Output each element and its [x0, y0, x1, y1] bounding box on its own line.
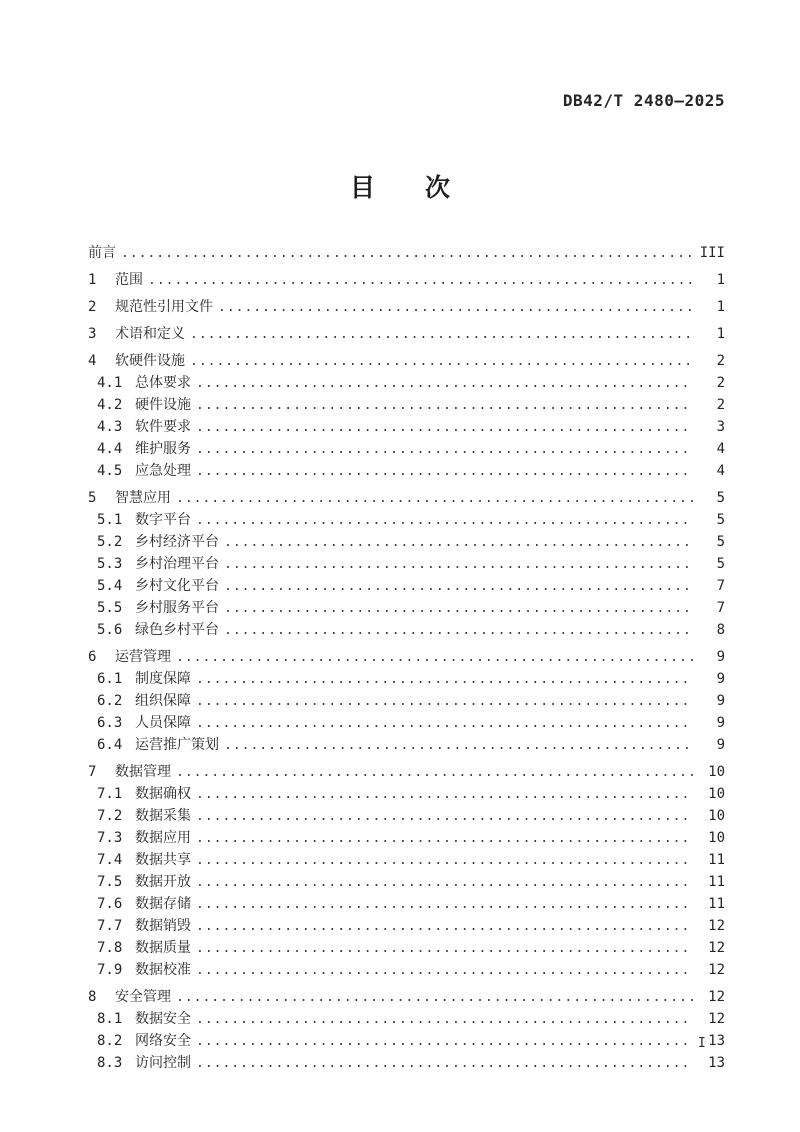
toc-entry-number: 4.2: [97, 397, 123, 413]
toc-entry: [88, 806, 725, 827]
toc-entry-label: 运营管理: [115, 649, 171, 665]
toc-entry: [88, 960, 725, 981]
toc-entry-number: 8.3: [97, 1055, 123, 1071]
standard-number: DB42/T 2480—2025: [562, 91, 725, 110]
toc-leader-dots: [196, 1054, 693, 1074]
toc-entry-label: 数据质量: [135, 940, 191, 956]
toc-entry-label: 乡村文化平台: [135, 578, 219, 594]
toc-entry-page: 2: [716, 375, 725, 391]
toc-entry-label: 乡村服务平台: [135, 600, 219, 616]
toc-leader-dots: [196, 807, 693, 827]
toc-entry: [88, 439, 725, 460]
toc-entry-label: 数据存储: [135, 896, 191, 912]
toc-entry-number: 5.2: [97, 534, 123, 550]
toc-leader-dots: [196, 917, 693, 937]
toc-entry-page: 4: [716, 463, 725, 479]
toc-leader-dots: [196, 511, 693, 531]
toc-entry-page: 9: [716, 715, 725, 731]
toc-entry-label: 总体要求: [135, 375, 191, 391]
toc-entry: [88, 488, 725, 509]
toc-entry-label: 运营推广策划: [135, 737, 219, 753]
toc-entry-page: 9: [716, 671, 725, 687]
toc-leader-dots: [190, 352, 693, 372]
toc-entry-page: 11: [708, 852, 725, 868]
toc-leader-dots: [121, 244, 693, 264]
toc-leader-dots: [176, 489, 693, 509]
toc-leader-dots: [196, 873, 693, 893]
toc-entry-label: 软硬件设施: [115, 353, 185, 369]
toc-entry-label: 数据销毁: [135, 918, 191, 934]
toc-entry: [88, 576, 725, 597]
toc-leader-dots: [196, 785, 693, 805]
toc-entry: [88, 532, 725, 553]
toc-entry-page: 7: [716, 578, 725, 594]
toc-leader-dots: [196, 462, 693, 482]
toc-leader-dots: [196, 374, 693, 394]
toc-leader-dots: [176, 988, 693, 1008]
toc-leader-dots: [224, 599, 693, 619]
toc-entry-label: 智慧应用: [115, 490, 171, 506]
toc-entry: [88, 850, 725, 871]
toc-entry-number: 4: [88, 353, 97, 369]
toc-entry-number: 6.1: [97, 671, 123, 687]
toc-entry: [88, 647, 725, 668]
toc-entry-number: 7: [88, 764, 97, 780]
toc-entry-page: 7: [716, 600, 725, 616]
toc-leader-dots: [196, 1010, 693, 1030]
toc-leader-dots: [196, 851, 693, 871]
toc-leader-dots: [196, 895, 693, 915]
toc-entry: [88, 461, 725, 482]
toc-entry-number: 7.7: [97, 918, 123, 934]
toc-leader-dots: [196, 440, 693, 460]
toc-leader-dots: [224, 555, 693, 575]
toc-entry: [88, 1031, 725, 1052]
toc-entry: [88, 872, 725, 893]
toc-entry-page: 10: [708, 786, 725, 802]
toc-entry-number: 4.1: [97, 375, 123, 391]
toc-entry: [88, 417, 725, 438]
toc-entry: [88, 373, 725, 394]
toc-entry: [88, 938, 725, 959]
toc-entry-number: 6.2: [97, 693, 123, 709]
page-title: 目 次: [349, 173, 450, 202]
toc-entry-page: 5: [716, 512, 725, 528]
toc-entry-number: 6.4: [97, 737, 123, 753]
toc-entry-page: 1: [716, 326, 725, 342]
toc-entry-number: 4.3: [97, 419, 123, 435]
toc-entry-page: 5: [716, 556, 725, 572]
toc-entry-number: 7.1: [97, 786, 123, 802]
toc-leader-dots: [218, 298, 693, 318]
toc-entry: [88, 784, 725, 805]
toc-entry-page: 10: [708, 808, 725, 824]
toc-leader-dots: [196, 829, 693, 849]
toc-entry-label: 网络安全: [135, 1033, 191, 1049]
toc-entry: [88, 987, 725, 1008]
toc-entry-number: 2: [88, 299, 97, 315]
toc-entry-page: 5: [716, 534, 725, 550]
toc-entry-label: 乡村治理平台: [135, 556, 219, 572]
toc-entry: [88, 598, 725, 619]
toc-entry-label: 规范性引用文件: [115, 299, 213, 315]
toc-entry-label: 数字平台: [135, 512, 191, 528]
toc-entry-page: 12: [708, 989, 725, 1005]
toc-entry-page: 1: [716, 272, 725, 288]
toc-entry-label: 前言: [88, 245, 116, 261]
toc-leader-dots: [196, 670, 693, 690]
toc-entry: [88, 1053, 725, 1074]
toc-entry: [88, 620, 725, 641]
toc-entry-label: 数据管理: [115, 764, 171, 780]
toc-entry-page: 11: [708, 874, 725, 890]
toc-entry-page: 2: [716, 353, 725, 369]
toc-entry-label: 术语和定义: [115, 326, 185, 342]
toc-entry: [88, 351, 725, 372]
toc-entry: [88, 669, 725, 690]
toc-entry: [88, 324, 725, 345]
toc-leader-dots: [224, 736, 693, 756]
toc-entry-label: 乡村经济平台: [135, 534, 219, 550]
toc-entry-label: 硬件设施: [135, 397, 191, 413]
toc-leader-dots: [224, 577, 693, 597]
toc-entry-label: 访问控制: [135, 1055, 191, 1071]
toc-entry-page: 10: [708, 764, 725, 780]
toc-entry-page: III: [699, 245, 725, 261]
toc-entry-number: 5: [88, 490, 97, 506]
toc-entry-number: 6.3: [97, 715, 123, 731]
toc-entry-number: 3: [88, 326, 97, 342]
toc-entry-number: 7.3: [97, 830, 123, 846]
toc-entry-page: 8: [716, 622, 725, 638]
toc-entry-number: 5.3: [97, 556, 123, 572]
toc-entry: [88, 916, 725, 937]
toc-entry-page: 13: [708, 1055, 725, 1071]
toc-entry-number: 8.1: [97, 1011, 123, 1027]
toc-entry-number: 7.6: [97, 896, 123, 912]
toc-entry-number: 8.2: [97, 1033, 123, 1049]
toc-entry-label: 数据校准: [135, 962, 191, 978]
toc-leader-dots: [196, 396, 693, 416]
toc-entry-page: 4: [716, 441, 725, 457]
toc-leader-dots: [196, 714, 693, 734]
toc-entry-label: 应急处理: [135, 463, 191, 479]
toc-leader-dots: [176, 763, 693, 783]
toc-leader-dots: [196, 1032, 693, 1052]
toc-entry-number: 7.2: [97, 808, 123, 824]
toc-entry-page: 5: [716, 490, 725, 506]
toc-entry: [88, 894, 725, 915]
toc-entry-page: 13: [708, 1033, 725, 1049]
toc-entry-label: 制度保障: [135, 671, 191, 687]
toc-entry-page: 9: [716, 693, 725, 709]
toc-entry-number: 5.1: [97, 512, 123, 528]
toc-entry-label: 范围: [115, 272, 143, 288]
toc-entry: [88, 297, 725, 318]
toc-entry-number: 7.8: [97, 940, 123, 956]
toc-entry: [88, 243, 725, 264]
toc-entry-label: 绿色乡村平台: [135, 622, 219, 638]
toc-entry-page: 11: [708, 896, 725, 912]
toc-entry-page: 3: [716, 419, 725, 435]
toc-entry: [88, 270, 725, 291]
toc-entry: [88, 762, 725, 783]
toc-entry-label: 软件要求: [135, 419, 191, 435]
toc-entry-number: 6: [88, 649, 97, 665]
toc-leader-dots: [196, 692, 693, 712]
toc-leader-dots: [176, 648, 693, 668]
toc-entry: [88, 735, 725, 756]
toc-entry: [88, 828, 725, 849]
toc-entry-page: 12: [708, 1011, 725, 1027]
toc-entry: [88, 713, 725, 734]
toc-entry-label: 维护服务: [135, 441, 191, 457]
toc-entry-number: 4.4: [97, 441, 123, 457]
toc-entry-page: 9: [716, 649, 725, 665]
toc-entry-label: 安全管理: [115, 989, 171, 1005]
toc-entry-number: 7.9: [97, 962, 123, 978]
toc-leader-dots: [196, 961, 693, 981]
toc-entry-page: 9: [716, 737, 725, 753]
toc-entry: [88, 395, 725, 416]
toc-leader-dots: [190, 325, 693, 345]
toc-entry-number: 7.4: [97, 852, 123, 868]
toc-entry-page: 2: [716, 397, 725, 413]
toc-entry-number: 5.5: [97, 600, 123, 616]
toc-entry: [88, 510, 725, 531]
toc-leader-dots: [224, 533, 693, 553]
toc-entry-page: 12: [708, 918, 725, 934]
toc-entry-label: 数据确权: [135, 786, 191, 802]
toc-entry-label: 数据采集: [135, 808, 191, 824]
toc-entry-page: 12: [708, 940, 725, 956]
toc-entry-number: 1: [88, 272, 97, 288]
toc-entry: [88, 691, 725, 712]
toc-entry-label: 人员保障: [135, 715, 191, 731]
toc-entry-number: 8: [88, 989, 97, 1005]
toc-entry-number: 5.4: [97, 578, 123, 594]
toc-leader-dots: [196, 418, 693, 438]
toc-entry-label: 数据开放: [135, 874, 191, 890]
toc-leader-dots: [148, 271, 693, 291]
toc-entry-label: 数据安全: [135, 1011, 191, 1027]
toc-entry-number: 7.5: [97, 874, 123, 890]
toc-entry: [88, 1009, 725, 1030]
toc-entry-page: 12: [708, 962, 725, 978]
table-of-contents: [88, 243, 725, 1074]
toc-entry-page: 10: [708, 830, 725, 846]
toc-entry-label: 数据共享: [135, 852, 191, 868]
toc-entry-label: 数据应用: [135, 830, 191, 846]
toc-leader-dots: [224, 621, 693, 641]
toc-entry-label: 组织保障: [135, 693, 191, 709]
toc-entry-page: 1: [716, 299, 725, 315]
toc-entry-number: 5.6: [97, 622, 123, 638]
toc-entry: [88, 554, 725, 575]
footer-page-number: I: [698, 1036, 706, 1051]
toc-leader-dots: [196, 939, 693, 959]
toc-entry-number: 4.5: [97, 463, 123, 479]
